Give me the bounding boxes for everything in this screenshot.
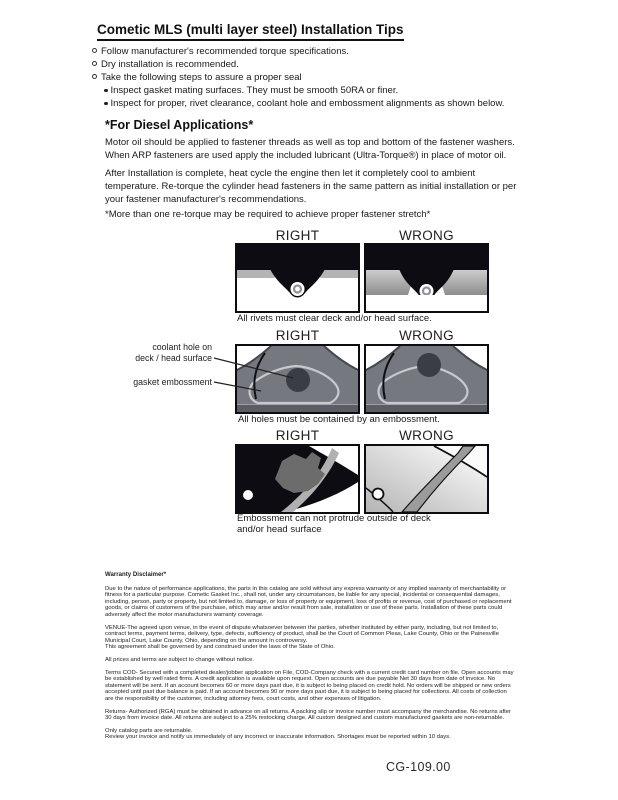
hole-wrong-diagram <box>364 344 489 414</box>
hole-containment-wrong-graphic <box>366 346 487 412</box>
bullet-text: Dry installation is recommended. <box>101 59 239 70</box>
wrong-label: WRONG <box>399 328 454 343</box>
rivet-clearance-right-graphic <box>237 245 358 311</box>
rivet-clearance-wrong-graphic <box>366 245 487 311</box>
rivet-right-diagram <box>235 243 360 313</box>
coolant-hole-icon <box>286 368 310 392</box>
embossment-wrong-graphic <box>366 446 487 512</box>
warranty-paragraph: Terms COD- Secured with a completed dealer/jobber application on File, COD-Company check with a current credit card number on file. Open accounts may be established by well rated firms. A credit application is available upon request. Open accounts are due payable Net 30 days from date of invoice. No statement will be sent. If an account becomes 60 or more days past due, it is subject to being placed on credit hold. No orders will be shipped or new orders accepted until past due balance is paid. If an account becomes 90 or more days past due, it is subject to being placed for collections. All costs of collection are the responsibility of the customer, including attorney fees, court costs, and other expenses of litigation. <box>105 669 514 702</box>
embossment-right-diagram <box>235 444 360 514</box>
rivet-caption: All rivets must clear deck and/or head surface. <box>237 313 432 324</box>
list-item <box>92 59 239 70</box>
hole-caption: All holes must be contained by an embossment. <box>238 414 440 425</box>
retorque-note: *More than one re-torque may be required to achieve proper fastener stretch* <box>105 209 431 220</box>
annotation-text: coolant hole on <box>152 342 212 352</box>
diesel-section-heading: *For Diesel Applications* <box>105 118 254 132</box>
page-title: Cometic MLS (multi layer steel) Installation Tips <box>97 22 404 41</box>
caption-line: Embossment can not protrude outside of deck <box>237 513 431 524</box>
warranty-paragraph: Review your invoice and notify us immediately of any incorrect or inaccurate information. Shortages must be reported within 10 days. <box>105 734 451 741</box>
right-label: RIGHT <box>275 428 320 443</box>
coolant-hole-annotation <box>118 342 212 363</box>
list-item <box>92 72 302 83</box>
right-label: RIGHT <box>275 228 320 243</box>
warranty-paragraph: Due to the nature of performance applications, the parts in this catalog are sold without any express warranty or any implied warranty of merchantability or fitness for a particular purpose. Cometic Gasket Inc., shall not, under any circumstances, be liable for any special, incidental or consequential damages, including, person, party or property, but not limited to, damage, or loss of property or equipment, loss of profits or revenue, cost of purchased or replacement goods, or claims of customers of the purchase, which may arise and/or result from sale, installation or use of these parts. Installation of these parts could adversely affect the motor manufacturers warranty coverage. <box>105 585 512 618</box>
caption-line: and/or head surface <box>237 524 322 535</box>
embossment-right-graphic <box>237 446 358 512</box>
page-number: CG-109.00 <box>386 760 451 774</box>
bolt-hole-icon <box>243 490 253 500</box>
filled-bullet-icon <box>104 89 108 93</box>
embossment-wrong-diagram <box>364 444 489 514</box>
warranty-paragraph: VENUE-The agreed upon venue, in the event of dispute whatsoever between the parties, whether instituted by either party, including, but not limited to, contract terms, payment terms, delivery, type, defects, sufficiency of product, shall be the Court of Common Pleas, Lake County, Ohio or the Painesville Municipal Court, Lake County, Ohio, depending on the amount in controversy. <box>105 624 499 644</box>
hollow-bullet-icon <box>92 48 97 53</box>
hole-containment-right-graphic <box>237 346 358 412</box>
annotation-text: deck / head surface <box>135 352 212 363</box>
list-item <box>92 46 349 57</box>
bolt-hole-icon <box>373 489 384 500</box>
filled-bullet-icon <box>104 102 108 106</box>
list-item <box>104 98 504 109</box>
warranty-paragraph: Returns- Authorized (RGA) must be obtained in advance on all returns. A packing slip or invoice number must accompany the merchandise. No returns after 30 days from invoice date. All returns are subject to a 25% restocking charge. All custom designed and custom manufactured gaskets are non-returnable. <box>105 708 512 722</box>
bullet-text: Follow manufacturer's recommended torque specifications. <box>101 46 349 57</box>
gasket-embossment-annotation <box>118 377 212 388</box>
bullet-text: Take the following steps to assure a proper seal <box>101 72 302 83</box>
wrong-label: WRONG <box>399 228 454 243</box>
warranty-disclaimer-section <box>105 572 515 747</box>
wrong-label: WRONG <box>399 428 454 443</box>
warranty-heading: Warranty Disclaimer* <box>105 571 167 578</box>
paragraph: Motor oil should be applied to fastener threads as well as top and bottom of the fastener washers. When ARP fasteners are used apply the included lubricant (Ultra-Torque®) in place of motor oil. <box>105 137 515 161</box>
warranty-paragraph: Only catalog parts are returnable. <box>105 727 193 734</box>
right-label: RIGHT <box>275 328 320 343</box>
warranty-paragraph: This agreement shall be governed by and construed under the laws of the State of Ohio. <box>105 644 335 651</box>
hollow-bullet-icon <box>92 74 97 79</box>
bullet-text: Inspect for proper, rivet clearance, coolant hole and embossment alignments as shown below. <box>110 98 505 109</box>
paragraph: After Installation is complete, heat cycle the engine then let it completely cool to ambient temperature. Re-torque the cylinder head fasteners in the same pattern as initial installation or per your fastener manufacturer's recommendations. <box>105 168 517 205</box>
rivet-wrong-diagram <box>364 243 489 313</box>
hollow-bullet-icon <box>92 61 97 66</box>
embossment-caption <box>237 513 431 535</box>
bullet-text: Inspect gasket mating surfaces. They must be smooth 50RA or finer. <box>110 85 399 96</box>
annotation-text: gasket embossment <box>133 377 212 387</box>
list-item <box>104 85 398 96</box>
warranty-paragraph: All prices and terms are subject to change without notice. <box>105 656 254 663</box>
coolant-hole-icon <box>417 353 441 377</box>
hole-right-diagram <box>235 344 360 414</box>
